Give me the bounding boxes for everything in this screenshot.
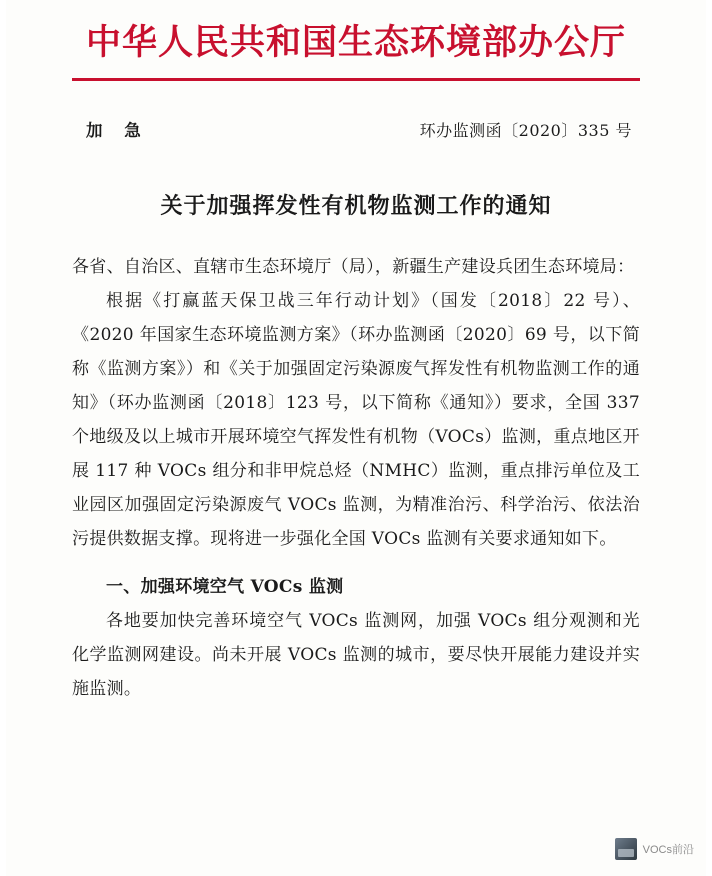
page-title: 关于加强挥发性有机物监测工作的通知: [160, 193, 552, 219]
section-heading-one: 一、加强环境空气 VOCs 监测: [106, 577, 344, 597]
source-account-badge[interactable]: [615, 838, 694, 860]
account-name-label: VOCs前沿: [642, 844, 694, 856]
section-one-paragraph: 各地要加快完善环境空气 VOCs 监测网，加强 VOCs 组分观测和光化学监测网建设。尚未开展 VOCs 监测的城市，要尽快开展能力建设并实施监测。: [72, 611, 640, 699]
addressee-paragraph: 各省、自治区、直辖市生态环境厅（局），新疆生产建设兵团生态环境局：: [72, 257, 635, 277]
urgency-label: 加 急: [86, 121, 149, 140]
page-edge-right: [706, 0, 712, 876]
account-avatar-icon: [615, 838, 637, 860]
page-edge-left: [0, 0, 6, 876]
document-meta-row: [72, 117, 640, 141]
document-number: 环办监测函〔2020〕335 号: [419, 121, 632, 140]
issuing-authority-title: 中华人民共和国生态环境部办公厅: [85, 22, 626, 63]
document-body: [72, 250, 640, 706]
document-masthead: [72, 0, 640, 81]
masthead-divider: [72, 78, 640, 81]
background-paragraph: 根据《打赢蓝天保卫战三年行动计划》（国发〔2018〕22 号）、《2020 年国家生态环境监测方案》（环办监测函〔2020〕69 号，以下简称《监测方案》）和《关于加强固定污染源废气挥发性有机物监测工作的通知》（环办监测函〔2018〕123 号，以下简称《通知》）要求，全国 337 个地级及以上城市开展环境空气挥发性有机物（VOCs）监测，重点地区开展 117 种 VOCs 组分和非甲烷总烃（NMHC）监测，重点排污单位及工业园区加强固定污染源废气 VOCs 监测，为精准治污、科学治污、依法治污提供数据支撑。现将进一步强化全国 VOCs 监测有关要求通知如下。: [72, 291, 640, 549]
